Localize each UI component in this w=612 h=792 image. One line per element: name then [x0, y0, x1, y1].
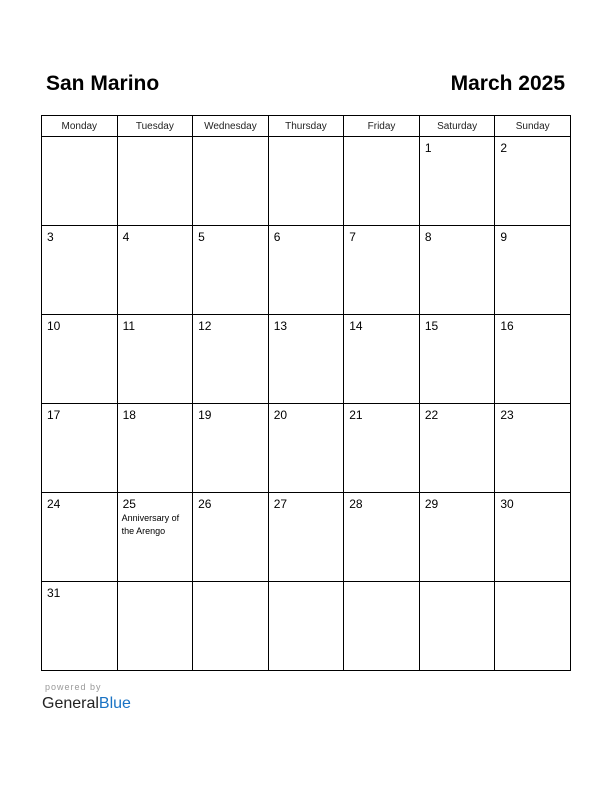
day-number: 5 — [198, 230, 205, 244]
day-number — [269, 137, 344, 141]
day-cell — [419, 493, 495, 582]
day-cell — [268, 404, 344, 493]
calendar-month: March 2025 — [450, 72, 565, 95]
day-number: 11 — [122, 319, 136, 333]
day-cell — [42, 404, 118, 493]
day-cell — [193, 315, 269, 404]
day-number: 31 — [47, 586, 61, 600]
holiday-label: Anniversary of the Arengo — [121, 513, 180, 536]
day-cell — [117, 137, 193, 226]
day-cell — [419, 226, 495, 315]
day-cell — [419, 315, 495, 404]
day-cell — [117, 226, 193, 315]
day-cell — [495, 226, 571, 315]
day-cell — [268, 226, 344, 315]
week-row — [42, 137, 571, 226]
day-cell — [193, 493, 269, 582]
day-number: 20 — [273, 408, 288, 422]
weekday-header: Friday — [344, 116, 420, 137]
day-cell — [42, 137, 118, 226]
day-cell — [193, 582, 269, 671]
day-cell — [42, 226, 118, 315]
week-row — [42, 493, 571, 582]
weekday-header: Thursday — [268, 116, 344, 137]
day-number — [193, 137, 268, 141]
day-number: 17 — [47, 408, 61, 422]
powered-by-text: powered by — [45, 682, 102, 692]
day-number: 14 — [349, 319, 363, 333]
day-number — [118, 137, 193, 141]
day-number: 28 — [349, 497, 363, 511]
week-row — [42, 582, 571, 671]
day-number: 16 — [500, 319, 514, 333]
day-number: 22 — [424, 408, 439, 422]
day-number: 23 — [500, 408, 514, 422]
day-number: 21 — [349, 408, 363, 422]
day-cell — [42, 493, 118, 582]
day-number: 10 — [47, 319, 61, 333]
day-cell — [344, 315, 420, 404]
weekday-header-row — [42, 116, 571, 137]
week-row — [42, 404, 571, 493]
day-cell — [193, 404, 269, 493]
day-number — [42, 137, 117, 141]
day-number: 18 — [122, 408, 136, 422]
day-cell — [344, 226, 420, 315]
day-cell — [344, 582, 420, 671]
day-number: 7 — [349, 230, 356, 244]
day-number — [269, 582, 344, 586]
week-row — [42, 226, 571, 315]
day-cell — [268, 582, 344, 671]
calendar-grid — [41, 115, 571, 671]
day-cell — [419, 137, 495, 226]
day-cell — [419, 404, 495, 493]
day-cell — [117, 404, 193, 493]
brand-general-text: General — [42, 695, 99, 712]
day-number: 4 — [122, 230, 130, 244]
day-number: 24 — [47, 497, 61, 511]
day-number: 26 — [198, 497, 212, 511]
weekday-header: Tuesday — [117, 116, 193, 137]
day-cell — [268, 137, 344, 226]
day-number: 30 — [500, 497, 514, 511]
day-cell — [117, 315, 193, 404]
day-cell — [42, 582, 118, 671]
day-number — [420, 582, 495, 586]
day-cell — [495, 137, 571, 226]
day-cell — [193, 137, 269, 226]
day-cell — [419, 582, 495, 671]
day-cell — [117, 493, 193, 582]
day-number — [344, 582, 419, 586]
day-cell — [495, 493, 571, 582]
weekday-header: Wednesday — [193, 116, 269, 137]
week-row — [42, 315, 571, 404]
day-number: 1 — [424, 141, 432, 155]
day-cell — [495, 404, 571, 493]
day-number — [495, 582, 570, 586]
day-number: 8 — [424, 230, 432, 244]
day-cell — [117, 582, 193, 671]
weekday-header: Saturday — [419, 116, 495, 137]
day-cell — [268, 493, 344, 582]
day-cell — [344, 404, 420, 493]
day-number: 29 — [424, 497, 439, 511]
day-number — [118, 582, 193, 586]
day-number — [344, 137, 419, 141]
day-number: 12 — [198, 319, 212, 333]
day-cell — [344, 137, 420, 226]
day-cell — [495, 582, 571, 671]
day-cell — [193, 226, 269, 315]
day-number: 2 — [500, 141, 508, 155]
day-number: 19 — [198, 408, 212, 422]
day-number: 15 — [424, 319, 439, 333]
day-cell — [42, 315, 118, 404]
brand-logo[interactable] — [42, 694, 131, 714]
day-cell — [268, 315, 344, 404]
day-number: 25 — [122, 497, 136, 511]
weekday-header: Sunday — [495, 116, 571, 137]
day-number — [193, 582, 268, 586]
day-cell — [344, 493, 420, 582]
day-number: 27 — [273, 497, 288, 511]
day-number: 13 — [273, 319, 288, 333]
day-number: 3 — [47, 230, 54, 244]
day-number: 6 — [273, 230, 281, 244]
day-cell — [495, 315, 571, 404]
weekday-header: Monday — [42, 116, 118, 137]
calendar-country: San Marino — [46, 72, 160, 95]
brand-blue-text: Blue — [98, 695, 131, 712]
day-number: 9 — [500, 230, 508, 244]
